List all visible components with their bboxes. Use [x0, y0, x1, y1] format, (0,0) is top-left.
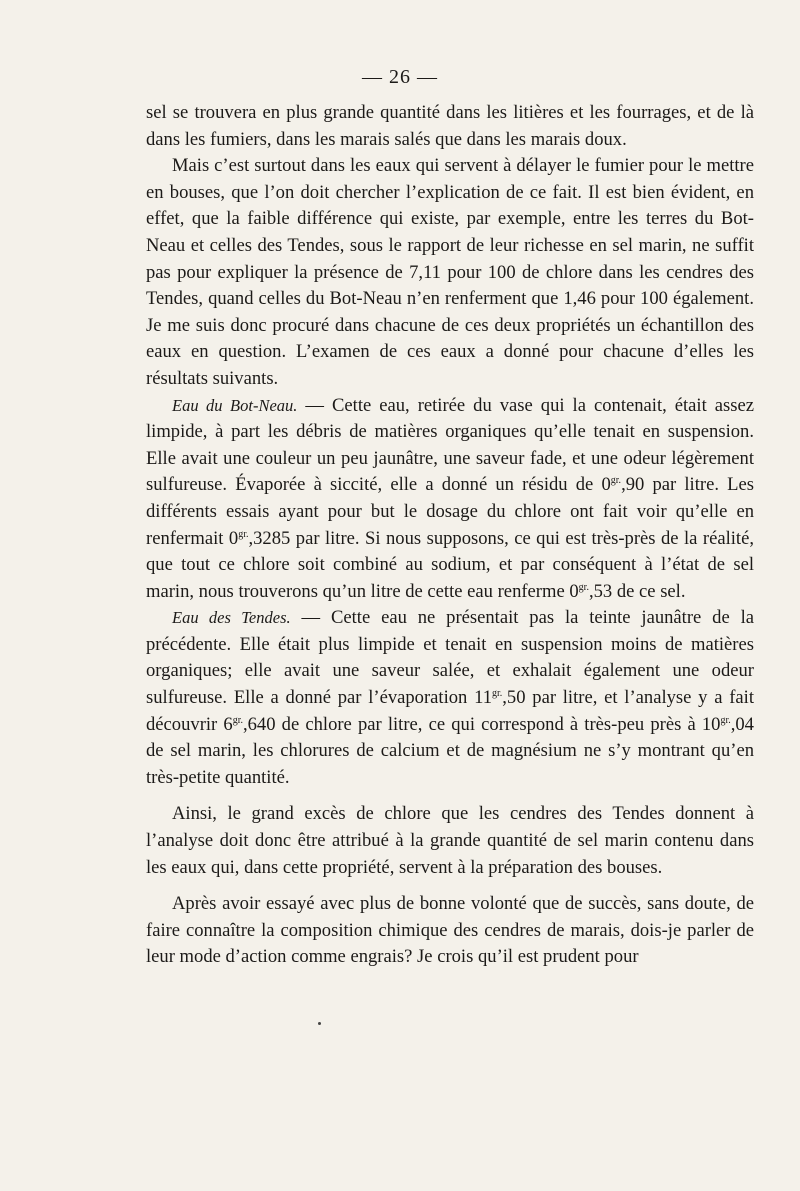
- body-text: [146, 100, 754, 971]
- unit-gramme: gr.: [610, 475, 622, 487]
- unit-gramme: gr.: [578, 581, 589, 593]
- unit-gramme: gr.: [720, 714, 731, 726]
- page-number: — 26 —: [362, 66, 438, 88]
- ink-speck: [318, 1022, 321, 1025]
- paragraph-continuation: sel se trouvera en plus grande quantité dans les litières et les fourrages, et de là dans les fumiers, dans les marais salés que dans les marais doux.: [146, 102, 754, 150]
- paragraph-next-topic: Après avoir essayé avec plus de bonne volonté que de succès, sans doute, de faire connaître la composition chimique des cendres de marais, dois-je parler de leur mode d’action comme engrais? Je crois qu’il est prudent pour: [146, 893, 754, 968]
- unit-gramme: gr.: [232, 714, 243, 726]
- unit-gramme: gr.: [492, 688, 503, 700]
- paragraph-explanation: Mais c’est surtout dans les eaux qui servent à délayer le fumier pour le mettre en bouses, que l’on doit chercher l’explication de ce fait. Il est bien évident, en effet, que la faible différence qui existe, par exemple, entre les terres du Bot-Neau et celles des Tendes, sous le rapport de leur richesse en sel marin, ne suffit pas pour expliquer la présence de 7,11 pour 100 de chlore dans les cendres des Tendes, quand celles du Bot-Neau n’en renferment que 1,46 pour 100 également. Je me suis donc procuré dans chacune de ces deux propriétés un échantillon des eaux en question. L’examen de ces eaux a donné pour chacune d’elles les résultats suivants.: [146, 155, 754, 389]
- paragraph-bot-neau: Eau du Bot-Neau. — Cette eau, retirée du vase qui la contenait, était assez limpide, à part les débris de matières organiques qu’elle tenait en suspension. Elle avait une couleur un peu jaunâtre, une saveur fade, et une odeur légèrement sulfureuse. Évaporée à siccité, elle a donné un résidu de $0^{gr.},90$ par litre. Les différents essais ayant pour but le dosage du chlore ont fait voir qu’elle en renfermait $0^{gr.},3285$ par litre. Si nous supposons, ce qui est très-près de la réalité, que tout ce chlore soit combiné au sodium, et par conséquent à l’état de sel marin, nous trouverons qu’un litre de cette eau renferme $0^{gr.},53$ de ce sel.: [146, 394, 754, 602]
- paragraph-tendes: Eau des Tendes. — Cette eau ne présentait pas la teinte jaunâtre de la précédente. Elle était plus limpide et tenait en suspension moins de matières organiques; elle avait une saveur salée, et exhalait également une odeur sulfureuse. Elle a donné par l’évaporation $11^{gr.},50$ par litre, et l’analyse y a fait découvrir $6^{gr.},640$ de chlore par litre, ce qui correspond à très-peu près à $10^{gr.},04$ de sel marin, les chlorures de calcium et de magnésium ne s’y montrant qu’en très-petite quantité.: [146, 607, 754, 788]
- paragraph-conclusion: Ainsi, le grand excès de chlore que les cendres des Tendes donnent à l’analyse doit donc être attribué à la grande quantité de sel marin contenu dans les eaux qui, dans cette propriété, servent à la préparation des bouses.: [146, 803, 754, 878]
- unit-gramme: gr.: [238, 528, 249, 540]
- tendes-heading: Eau des Tendes.: [172, 608, 291, 628]
- bot-neau-heading: Eau du Bot-Neau.: [172, 395, 298, 415]
